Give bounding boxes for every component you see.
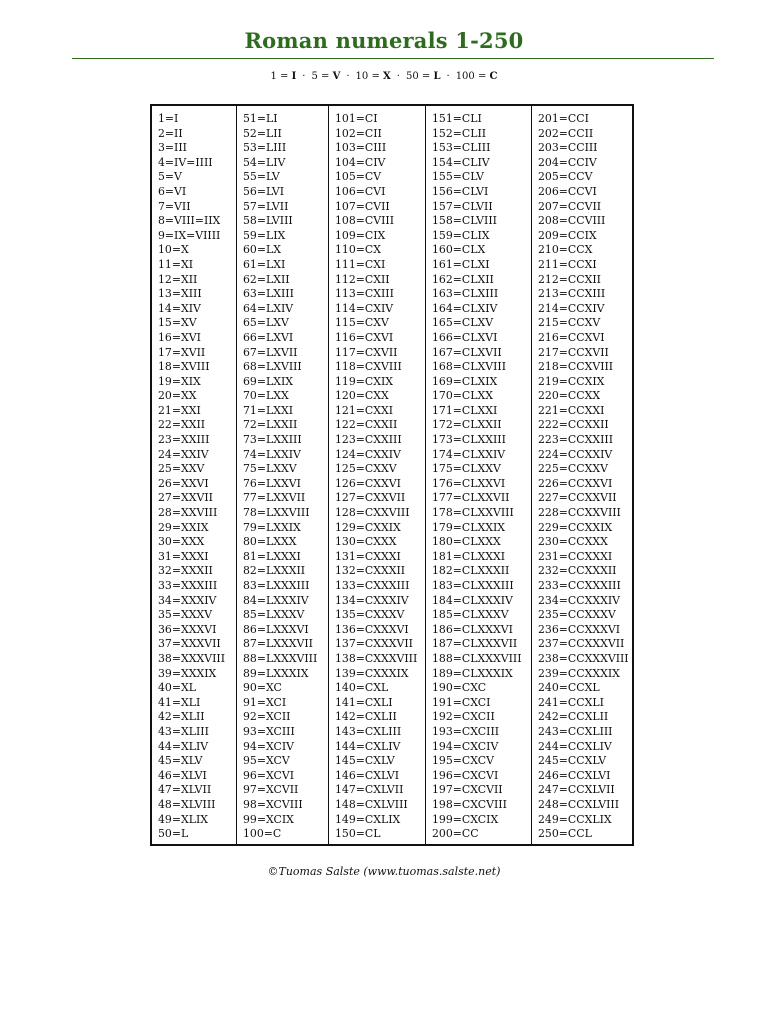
numeral-cell: 180=CLXXX	[432, 535, 501, 549]
numeral-cell: 221=CCXXI	[538, 403, 605, 417]
numeral-cell: 193=CXCIII	[432, 724, 500, 738]
numeral-cell: 181=CLXXXI	[432, 549, 506, 563]
numeral-cell: 37=XXXVII	[158, 637, 221, 651]
numeral-cell: 224=CCXXIV	[538, 447, 613, 461]
numeral-cell: 118=CXVIII	[335, 360, 402, 374]
numeral-cell: 46=XLVI	[158, 768, 207, 782]
numeral-cell: 33=XXXIII	[158, 579, 218, 592]
numeral-cell: 86=LXXXVI	[243, 622, 309, 636]
numeral-cell: 205=CCV	[538, 170, 593, 184]
numeral-cell: 49=XLIX	[158, 812, 209, 826]
numeral-cell: 161=CLXI	[432, 257, 490, 271]
numeral-cell: 92=XCII	[243, 710, 291, 724]
numeral-cell: 147=CXLVII	[335, 783, 404, 797]
numeral-cell: 50=L	[158, 827, 189, 841]
numeral-cell: 97=XCVII	[243, 783, 299, 797]
numeral-cell: 234=CCXXXIV	[538, 593, 621, 607]
numeral-cell: 34=XXXIV	[158, 593, 217, 607]
numeral-cell: 159=CLIX	[432, 228, 490, 242]
legend-separator: ·	[446, 71, 450, 82]
numeral-cell: 192=CXCII	[432, 710, 495, 724]
numeral-cell: 127=CXXVII	[335, 491, 406, 505]
numeral-cell: 56=LVI	[243, 184, 285, 198]
numeral-cell: 123=CXXIII	[335, 433, 402, 447]
numeral-cell: 4=IV=IIII	[158, 155, 213, 169]
numeral-cell: 91=XCI	[243, 695, 287, 709]
numeral-cell: 107=CVII	[335, 199, 390, 213]
numeral-cell: 171=CLXXI	[432, 403, 498, 417]
numeral-cell: 71=LXXI	[243, 403, 294, 417]
numeral-cell: 188=CLXXXVIII	[432, 651, 522, 665]
numeral-cell: 28=XXVIII	[158, 506, 218, 520]
numeral-cell: 9=IX=VIIII	[158, 228, 221, 242]
numeral-cell: 53=LIII	[243, 141, 287, 155]
numeral-cell: 218=CCXVIII	[538, 360, 614, 374]
numeral-cell: 78=LXXVIII	[243, 506, 310, 520]
numeral-cell: 7=VII	[158, 199, 191, 213]
numeral-cell: 79=LXXIX	[243, 520, 301, 534]
numeral-cell: 47=XLVII	[158, 783, 212, 797]
numeral-cell: 54=LIV	[243, 155, 286, 169]
legend-number: 1 =	[270, 71, 289, 82]
numeral-cell: 226=CCXXVI	[538, 476, 613, 490]
numeral-cell: 195=CXCV	[432, 754, 495, 768]
numeral-cell: 26=XXVI	[158, 476, 209, 490]
numeral-cell: 202=CCII	[538, 126, 594, 140]
numeral-cell: 128=CXXVIII	[335, 506, 410, 520]
numeral-cell: 57=LVII	[243, 199, 289, 213]
numeral-cell: 72=LXXII	[243, 418, 298, 432]
numeral-cell: 225=CCXXV	[538, 462, 608, 476]
numeral-cell: 222=CCXXII	[538, 418, 609, 432]
numeral-cell: 58=LVIII	[243, 214, 293, 228]
legend-item	[311, 71, 340, 82]
numeral-cell: 144=CXLIV	[335, 739, 401, 753]
numeral-cell: 89=LXXXIX	[243, 666, 309, 680]
numeral-cell: 99=XCIX	[243, 812, 294, 826]
numeral-cell: 209=CCIX	[538, 228, 597, 242]
numeral-cell: 178=CLXXVIII	[432, 506, 514, 520]
numeral-cell: 228=CCXXVIII	[538, 506, 621, 520]
numeral-cell: 119=CXIX	[335, 374, 394, 388]
numeral-cell: 169=CLXIX	[432, 374, 498, 388]
numeral-cell: 90=XC	[243, 681, 282, 695]
numeral-cell: 168=CLXVIII	[432, 360, 507, 374]
numeral-cell: 240=CCXL	[538, 681, 600, 695]
numeral-cell: 122=CXXII	[335, 418, 398, 432]
numeral-cell: 152=CLII	[432, 126, 487, 140]
numeral-cell: 150=CL	[335, 827, 381, 841]
legend-symbol: V	[332, 71, 341, 82]
numeral-cell: 137=CXXXVII	[335, 637, 413, 651]
numeral-cell: 103=CIII	[335, 141, 387, 155]
numeral-cell: 60=LX	[243, 243, 281, 257]
numeral-cell: 18=XVIII	[158, 360, 210, 374]
table-column	[236, 106, 328, 844]
numeral-cell: 175=CLXXV	[432, 462, 501, 476]
numeral-cell: 98=XCVIII	[243, 797, 303, 811]
numeral-cell: 13=XIII	[158, 287, 202, 301]
numeral-cell: 245=CCXLV	[538, 754, 607, 768]
numeral-cell: 24=XXIV	[158, 447, 209, 461]
numeral-cell: 38=XXXVIII	[158, 651, 226, 665]
numeral-cell: 70=LXX	[243, 389, 289, 403]
numeral-cell: 185=CLXXXV	[432, 608, 509, 622]
numeral-cell: 148=CXLVIII	[335, 797, 408, 811]
legend-symbol: L	[433, 71, 441, 82]
numeral-cell: 69=LXIX	[243, 374, 294, 388]
numeral-cell: 201=CCI	[538, 112, 589, 125]
numeral-cell: 88=LXXXVIII	[243, 651, 318, 665]
numeral-cell: 153=CLIII	[432, 141, 491, 155]
numeral-cell: 241=CCXLI	[538, 695, 604, 709]
numeral-cell: 10=X	[158, 243, 189, 257]
numeral-cell: 163=CLXIII	[432, 287, 499, 301]
numeral-cell: 184=CLXXXIV	[432, 593, 513, 607]
numeral-cell: 75=LXXV	[243, 462, 297, 476]
legend-symbol: I	[291, 71, 297, 82]
table-column	[152, 106, 236, 844]
numeral-cell: 189=CLXXXIX	[432, 666, 513, 680]
numeral-cell: 208=CCVIII	[538, 214, 606, 228]
numeral-cell: 134=CXXXIV	[335, 593, 409, 607]
numeral-cell: 1=I	[158, 112, 179, 125]
legend-separator: ·	[346, 71, 350, 82]
numeral-cell: 250=CCL	[538, 827, 592, 841]
numeral-cell: 64=LXIV	[243, 301, 294, 315]
numeral-cell: 145=CXLV	[335, 754, 395, 768]
numeral-cell: 11=XI	[158, 257, 194, 271]
numeral-cell: 44=XLIV	[158, 739, 209, 753]
legend-number: 5 =	[311, 71, 330, 82]
numeral-cell: 172=CLXXII	[432, 418, 502, 432]
numeral-cell: 139=CXXXIX	[335, 666, 409, 680]
numeral-cell: 31=XXXI	[158, 549, 209, 563]
numeral-cell: 87=LXXXVII	[243, 637, 313, 651]
numeral-cell: 211=CCXI	[538, 257, 597, 271]
legend-separator: ·	[302, 71, 306, 82]
table-column	[328, 106, 425, 844]
numeral-cell: 229=CCXXIX	[538, 520, 613, 534]
numeral-cell: 158=CLVIII	[432, 214, 497, 228]
numeral-cell: 164=CLXIV	[432, 301, 498, 315]
numeral-cell: 162=CLXII	[432, 272, 494, 286]
numeral-cell: 166=CLXVI	[432, 330, 498, 344]
numeral-cell: 236=CCXXXVI	[538, 622, 621, 636]
numeral-cell: 42=XLII	[158, 710, 205, 724]
numeral-cell: 110=CX	[335, 243, 381, 257]
numeral-cell: 120=CXX	[335, 389, 389, 403]
numeral-cell: 20=XX	[158, 389, 197, 403]
numeral-cell: 16=XVI	[158, 330, 201, 344]
numeral-cell: 62=LXII	[243, 272, 290, 286]
numeral-cell: 232=CCXXXII	[538, 564, 617, 578]
legend-item	[271, 71, 297, 82]
numeral-cell: 138=CXXXVIII	[335, 651, 418, 665]
numeral-cell: 109=CIX	[335, 228, 386, 242]
numeral-cell: 43=XLIII	[158, 724, 209, 738]
numeral-cell: 105=CV	[335, 170, 382, 184]
numeral-cell: 155=CLV	[432, 170, 485, 184]
numeral-cell: 213=CCXIII	[538, 287, 606, 301]
numeral-cell: 74=LXXIV	[243, 447, 301, 461]
table-column	[531, 106, 632, 844]
numeral-cell: 214=CCXIV	[538, 301, 605, 315]
numeral-cell: 156=CLVI	[432, 184, 489, 198]
legend-item	[406, 71, 441, 82]
numeral-cell: 93=XCIII	[243, 724, 295, 738]
numeral-cell: 15=XV	[158, 316, 197, 330]
numeral-cell: 227=CCXXVII	[538, 491, 617, 505]
numeral-cell: 100=C	[243, 827, 282, 841]
numeral-cell: 219=CCXIX	[538, 374, 605, 388]
numeral-cell: 55=LV	[243, 170, 280, 184]
numerals-table	[150, 104, 634, 846]
numeral-cell: 132=CXXXII	[335, 564, 406, 578]
numeral-cell: 170=CLXX	[432, 389, 493, 403]
numeral-cell: 204=CCIV	[538, 155, 597, 169]
numeral-cell: 63=LXIII	[243, 287, 294, 301]
numeral-cell: 206=CCVI	[538, 184, 597, 198]
numeral-cell: 174=CLXXIV	[432, 447, 506, 461]
numeral-cell: 116=CXVI	[335, 330, 394, 344]
numeral-cell: 136=CXXXVI	[335, 622, 409, 636]
legend-item	[456, 71, 498, 82]
numeral-cell: 124=CXXIV	[335, 447, 401, 461]
numeral-cell: 244=CCXLIV	[538, 739, 612, 753]
numeral-cell: 65=LXV	[243, 316, 289, 330]
numeral-cell: 190=CXC	[432, 681, 487, 695]
numeral-cell: 94=XCIV	[243, 739, 295, 753]
numeral-cell: 84=LXXXIV	[243, 593, 309, 607]
numeral-cell: 96=XCVI	[243, 768, 295, 782]
numeral-cell: 237=CCXXXVII	[538, 637, 625, 651]
numeral-cell: 22=XXII	[158, 418, 206, 432]
numeral-cell: 131=CXXXI	[335, 549, 401, 563]
numeral-cell: 216=CCXVI	[538, 330, 605, 344]
numeral-cell: 135=CXXXV	[335, 608, 405, 622]
numeral-cell: 149=CXLIX	[335, 812, 401, 826]
numeral-cell: 3=III	[158, 141, 187, 155]
legend-item	[356, 71, 391, 82]
numeral-cell: 143=CXLIII	[335, 724, 402, 738]
numeral-cell: 19=XIX	[158, 374, 201, 388]
numeral-cell: 247=CCXLVII	[538, 783, 615, 797]
numeral-cell: 129=CXXIX	[335, 520, 401, 534]
numeral-cell: 112=CXII	[335, 272, 390, 286]
numeral-cell: 191=CXCI	[432, 695, 491, 709]
numeral-cell: 173=CLXXIII	[432, 433, 506, 447]
numeral-cell: 176=CLXXVI	[432, 476, 506, 490]
numeral-cell: 95=XCV	[243, 754, 290, 768]
numeral-cell: 197=CXCVII	[432, 783, 503, 797]
numeral-cell: 151=CLI	[432, 112, 482, 125]
numeral-cell: 25=XXV	[158, 462, 205, 476]
numeral-cell: 115=CXV	[335, 316, 389, 330]
numeral-cell: 157=CLVII	[432, 199, 493, 213]
legend-separator: ·	[396, 71, 400, 82]
numeral-cell: 182=CLXXXII	[432, 564, 510, 578]
numeral-cell: 81=LXXXI	[243, 549, 301, 563]
numeral-cell: 21=XXI	[158, 403, 201, 417]
numeral-cell: 41=XLI	[158, 695, 201, 709]
numeral-cell: 36=XXXVI	[158, 622, 217, 636]
numeral-cell: 121=CXXI	[335, 403, 394, 417]
numeral-cell: 113=CXIII	[335, 287, 394, 301]
numeral-cell: 85=LXXXV	[243, 608, 305, 622]
numeral-cell: 198=CXCVIII	[432, 797, 507, 811]
numeral-cell: 215=CCXV	[538, 316, 601, 330]
numeral-cell: 117=CXVII	[335, 345, 398, 359]
numeral-cell: 111=CXI	[335, 257, 386, 271]
numeral-cell: 167=CLXVII	[432, 345, 502, 359]
numeral-cell: 8=VIII=IIX	[158, 214, 221, 228]
numeral-cell: 130=CXXX	[335, 535, 397, 549]
numeral-cell: 196=CXCVI	[432, 768, 499, 782]
numeral-cell: 48=XLVIII	[158, 797, 216, 811]
numeral-cell: 220=CCXX	[538, 389, 601, 403]
numeral-cell: 212=CCXII	[538, 272, 601, 286]
numeral-cell: 30=XXX	[158, 535, 205, 549]
numeral-cell: 194=CXCIV	[432, 739, 499, 753]
numeral-cell: 243=CCXLIII	[538, 724, 613, 738]
numeral-cell: 200=CC	[432, 827, 479, 841]
numeral-cell: 177=CLXXVII	[432, 491, 510, 505]
numeral-cell: 179=CLXXIX	[432, 520, 506, 534]
numeral-cell: 217=CCXVII	[538, 345, 609, 359]
numeral-cell: 140=CXL	[335, 681, 389, 695]
numeral-cell: 233=CCXXXIII	[538, 579, 621, 592]
numeral-cell: 12=XII	[158, 272, 198, 286]
numeral-cell: 154=CLIV	[432, 155, 490, 169]
numeral-cell: 52=LII	[243, 126, 282, 140]
numeral-cell: 23=XXIII	[158, 433, 210, 447]
numeral-cell: 83=LXXXIII	[243, 579, 310, 592]
legend-number: 100 =	[455, 71, 487, 82]
numeral-cell: 160=CLX	[432, 243, 486, 257]
numeral-cell: 126=CXXVI	[335, 476, 401, 490]
numeral-cell: 249=CCXLIX	[538, 812, 612, 826]
numeral-cell: 106=CVI	[335, 184, 386, 198]
legend-symbol: C	[489, 71, 498, 82]
numeral-cell: 2=II	[158, 126, 183, 140]
numeral-cell: 133=CXXXIII	[335, 579, 410, 592]
numeral-cell: 51=LI	[243, 112, 278, 125]
numeral-cell: 248=CCXLVIII	[538, 797, 620, 811]
numeral-cell: 14=XIV	[158, 301, 201, 315]
numeral-cell: 239=CCXXXIX	[538, 666, 620, 680]
numeral-cell: 230=CCXXX	[538, 535, 608, 549]
numeral-cell: 39=XXXIX	[158, 666, 217, 680]
numeral-cell: 66=LXVI	[243, 330, 294, 344]
numeral-cell: 73=LXXIII	[243, 433, 302, 447]
numeral-cell: 207=CCVII	[538, 199, 602, 213]
numeral-cell: 32=XXXII	[158, 564, 213, 578]
numeral-cell: 125=CXXV	[335, 462, 397, 476]
numeral-cell: 77=LXXVII	[243, 491, 306, 505]
numeral-cell: 45=XLV	[158, 754, 203, 768]
numeral-cell: 35=XXXV	[158, 608, 213, 622]
legend-number: 50 =	[405, 71, 431, 82]
numeral-cell: 235=CCXXXV	[538, 608, 616, 622]
numeral-cell: 114=CXIV	[335, 301, 394, 315]
numeral-cell: 246=CCXLVI	[538, 768, 611, 782]
numeral-cell: 6=VI	[158, 184, 187, 198]
numeral-cell: 146=CXLVI	[335, 768, 400, 782]
numeral-cell: 5=V	[158, 170, 182, 184]
numeral-cell: 68=LXVIII	[243, 360, 302, 374]
numeral-cell: 141=CXLI	[335, 695, 393, 709]
numeral-cell: 203=CCIII	[538, 141, 598, 155]
numeral-cell: 242=CCXLII	[538, 710, 609, 724]
numeral-cell: 29=XXIX	[158, 520, 209, 534]
numeral-cell: 231=CCXXXI	[538, 549, 613, 563]
numeral-cell: 183=CLXXXIII	[432, 579, 514, 592]
page-title: Roman numerals 1-250	[244, 28, 524, 53]
legend-symbol: X	[383, 71, 391, 82]
numeral-cell: 223=CCXXIII	[538, 433, 613, 447]
numeral-cell: 238=CCXXXVIII	[538, 651, 629, 665]
title-underline	[72, 58, 714, 59]
numeral-cell: 187=CLXXXVII	[432, 637, 518, 651]
numeral-cell: 165=CLXV	[432, 316, 494, 330]
numeral-cell: 67=LXVII	[243, 345, 298, 359]
table-column	[425, 106, 531, 844]
numeral-cell: 101=CI	[335, 112, 378, 125]
numeral-cell: 17=XVII	[158, 345, 206, 359]
numeral-cell: 102=CII	[335, 126, 382, 140]
copyright-footer: ©Tuomas Salste (www.tuomas.salste.net)	[267, 865, 501, 878]
numeral-cell: 104=CIV	[335, 155, 386, 169]
legend	[0, 71, 768, 82]
numeral-cell: 142=CXLII	[335, 710, 397, 724]
numeral-cell: 59=LIX	[243, 228, 286, 242]
numeral-cell: 27=XXVII	[158, 491, 213, 505]
numeral-cell: 40=XL	[158, 681, 196, 695]
legend-number: 10 =	[355, 71, 380, 82]
numeral-cell: 199=CXCIX	[432, 812, 499, 826]
numeral-cell: 80=LXXX	[243, 535, 297, 549]
numeral-cell: 82=LXXXII	[243, 564, 306, 578]
numeral-cell: 76=LXXVI	[243, 476, 301, 490]
numeral-cell: 61=LXI	[243, 257, 286, 271]
numeral-cell: 186=CLXXXVI	[432, 622, 513, 636]
numeral-cell: 210=CCX	[538, 243, 593, 257]
numeral-cell: 108=CVIII	[335, 214, 395, 228]
